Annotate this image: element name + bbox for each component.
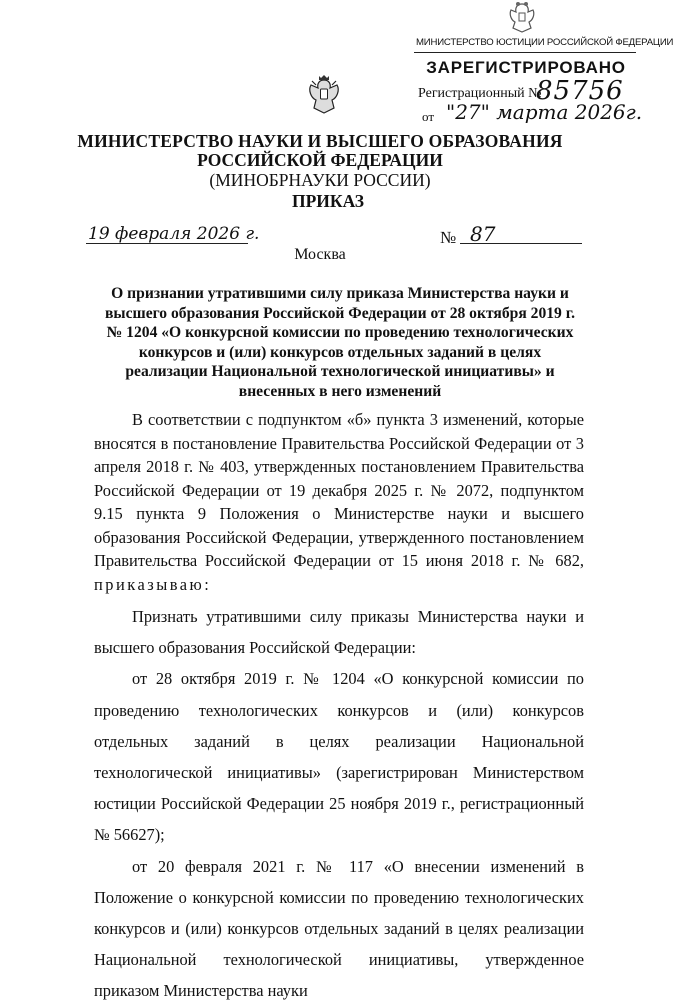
stamp-divider	[414, 52, 636, 53]
stamp-date-value: "27" марта 2026г.	[446, 100, 643, 124]
preamble-text: В соответствии с подпунктом «б» пункта 3 изменений, которые вносятся в постановление Правительства Российской Федерации от 3 апреля 2018 г. № 403, утвержденных постановлением Правительства Российской Федерации от 19 декабря 2025 г. № 2072, подпунктом 9.15 пункта 9 Положения о Министерстве науки и высшего образования Российской Федерации, утвержденного постановлением Правительства Российской Федерации от 15 июня 2018 г. № 682,	[94, 410, 584, 570]
stamp-registered-label: ЗАРЕГИСТРИРОВАНО	[426, 58, 626, 77]
order-number-value: 87	[470, 222, 496, 246]
ministry-name-line-1: МИНИСТЕРСТВО НАУКИ И ВЫСШЕГО ОБРАЗОВАНИЯ	[77, 131, 563, 151]
order-heading: О признании утратившими силу приказа Министерства науки и высшего образования Российской Федерации от 28 октября 2019 г. № 1204 «О конкурсной комиссии по проведению технологических конкурсов и (или) конкурсов отдельных заданий в целях реализации Национальной технологической инициативы» и внесенных в него изменений	[105, 285, 575, 400]
stamp-ministry-name: МИНИСТЕРСТВО ЮСТИЦИИ РОССИЙСКОЙ ФЕДЕРАЦИИ	[416, 37, 673, 48]
order-date: 19 февраля 2026 г.	[88, 224, 260, 244]
paragraph-item-2: от 20 февраля 2021 г. № 117 «О внесении изменений в Положение о конкурсной комиссии по проведению технологических конкурсов и (или) конкурсов отдельных заданий в целях реализации Национальной технологической инициативы, утвержденное приказом Министерства науки	[94, 856, 584, 1001]
ministry-short-name: (МИНОБРНАУКИ РОССИИ)	[209, 170, 431, 190]
paragraph-item-1: от 28 октября 2019 г. № 1204 «О конкурсной комиссии по проведению технологических конкурсов и (или) конкурсов отдельных заданий в целях реализации Национальной технологической инициативы» (зарегистрирован Министерством юстиции Российской Федерации 25 ноября 2019 г., регистрационный № 56627);	[94, 669, 584, 845]
document-type-title: ПРИКАЗ	[291, 191, 365, 211]
city-name: Москва	[294, 246, 346, 263]
paragraph-decision: Признать утратившими силу приказы Министерства науки и высшего образования Российской Федерации:	[94, 607, 584, 658]
order-date-underline	[86, 243, 248, 244]
order-keyword: приказываю:	[94, 574, 212, 594]
stamp-emblem-icon	[503, 0, 541, 34]
order-number-underline	[460, 243, 582, 244]
order-number-label: №	[440, 228, 457, 247]
registration-stamp	[408, 0, 673, 128]
stamp-date-prefix: от	[422, 109, 435, 124]
stamp-regno-label: Регистрационный №	[418, 86, 542, 101]
coat-of-arms-icon	[302, 74, 346, 118]
stamp-regno-value: 85756	[536, 76, 624, 106]
paragraph-preamble	[94, 408, 584, 596]
ministry-name-line-2: РОССИЙСКОЙ ФЕДЕРАЦИИ	[197, 150, 443, 170]
document-body	[94, 408, 584, 1007]
